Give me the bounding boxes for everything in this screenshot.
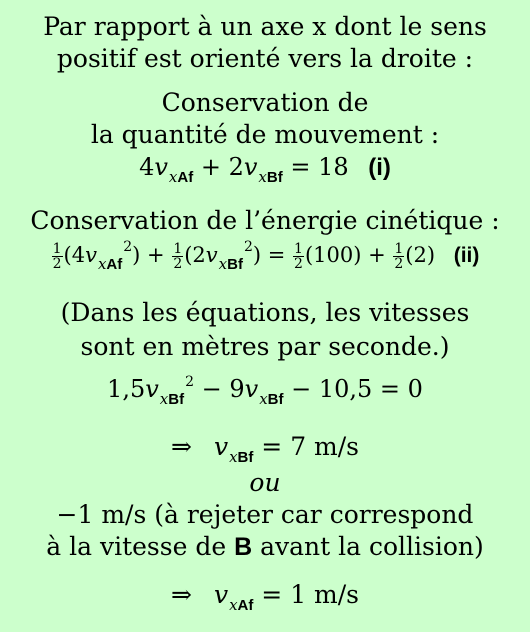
energy-heading (0, 206, 530, 236)
momentum-equation (0, 152, 530, 186)
note-line-2-text: sont en mètres par seconde.) (80, 332, 450, 361)
momentum-heading-1 (0, 88, 530, 118)
intro-line-1 (0, 12, 530, 42)
reject-line-1 (0, 500, 530, 530)
note-line-1 (0, 298, 530, 328)
or-word (0, 468, 530, 498)
quadratic-formula: $1,5v_{xBf}^2 - 9v_{xBf} - 10,5 = 0$ (107, 374, 423, 408)
reject-line-1-text: −1 m/s (à rejeter car correspond (56, 500, 474, 529)
quadratic-equation (0, 374, 530, 408)
energy-heading-text: Conservation de l’énergie cinétique : (30, 206, 500, 235)
implies-arrow-icon: ⇒ (170, 580, 192, 609)
reject-line-2-text: à la vitesse de B avant la collision) (46, 532, 484, 561)
equation-tag-i: (i) (368, 154, 391, 181)
or-word-text: ou (249, 468, 281, 497)
result-a-formula: $v_{xAf} = 1$ m/s (213, 580, 360, 614)
energy-equation (0, 240, 530, 273)
intro-line-2 (0, 44, 530, 74)
reject-line-2 (0, 532, 530, 562)
momentum-heading-2 (0, 120, 530, 150)
implies-arrow-icon: ⇒ (170, 432, 192, 461)
note-line-2 (0, 332, 530, 362)
result-b-formula: $v_{xBf} = 7$ m/s (213, 432, 360, 466)
equation-tag-ii: (ii) (453, 244, 480, 267)
energy-equation-formula: $\frac{1}{2}$ $(4v_{xAf}^2)$ + $\frac{1}{2}$ $(2v_{xBf}^2)$ = $\frac{1}{2}$ (100) + $\frac{1}{2}$ (2) (52, 239, 436, 273)
result-b (0, 432, 530, 466)
intro-line-1-text: Par rapport à un axe x dont le sens (43, 12, 487, 41)
momentum-equation-formula: $4v_{xAf} + 2v_{xBf} = 18$ (139, 153, 349, 186)
intro-line-2-text: positif est orienté vers la droite : (56, 44, 474, 73)
note-line-1-text: (Dans les équations, les vitesses (60, 298, 470, 327)
result-a (0, 580, 530, 614)
momentum-heading-2-text: la quantité de mouvement : (90, 120, 440, 149)
momentum-heading-1-text: Conservation de (161, 88, 369, 117)
